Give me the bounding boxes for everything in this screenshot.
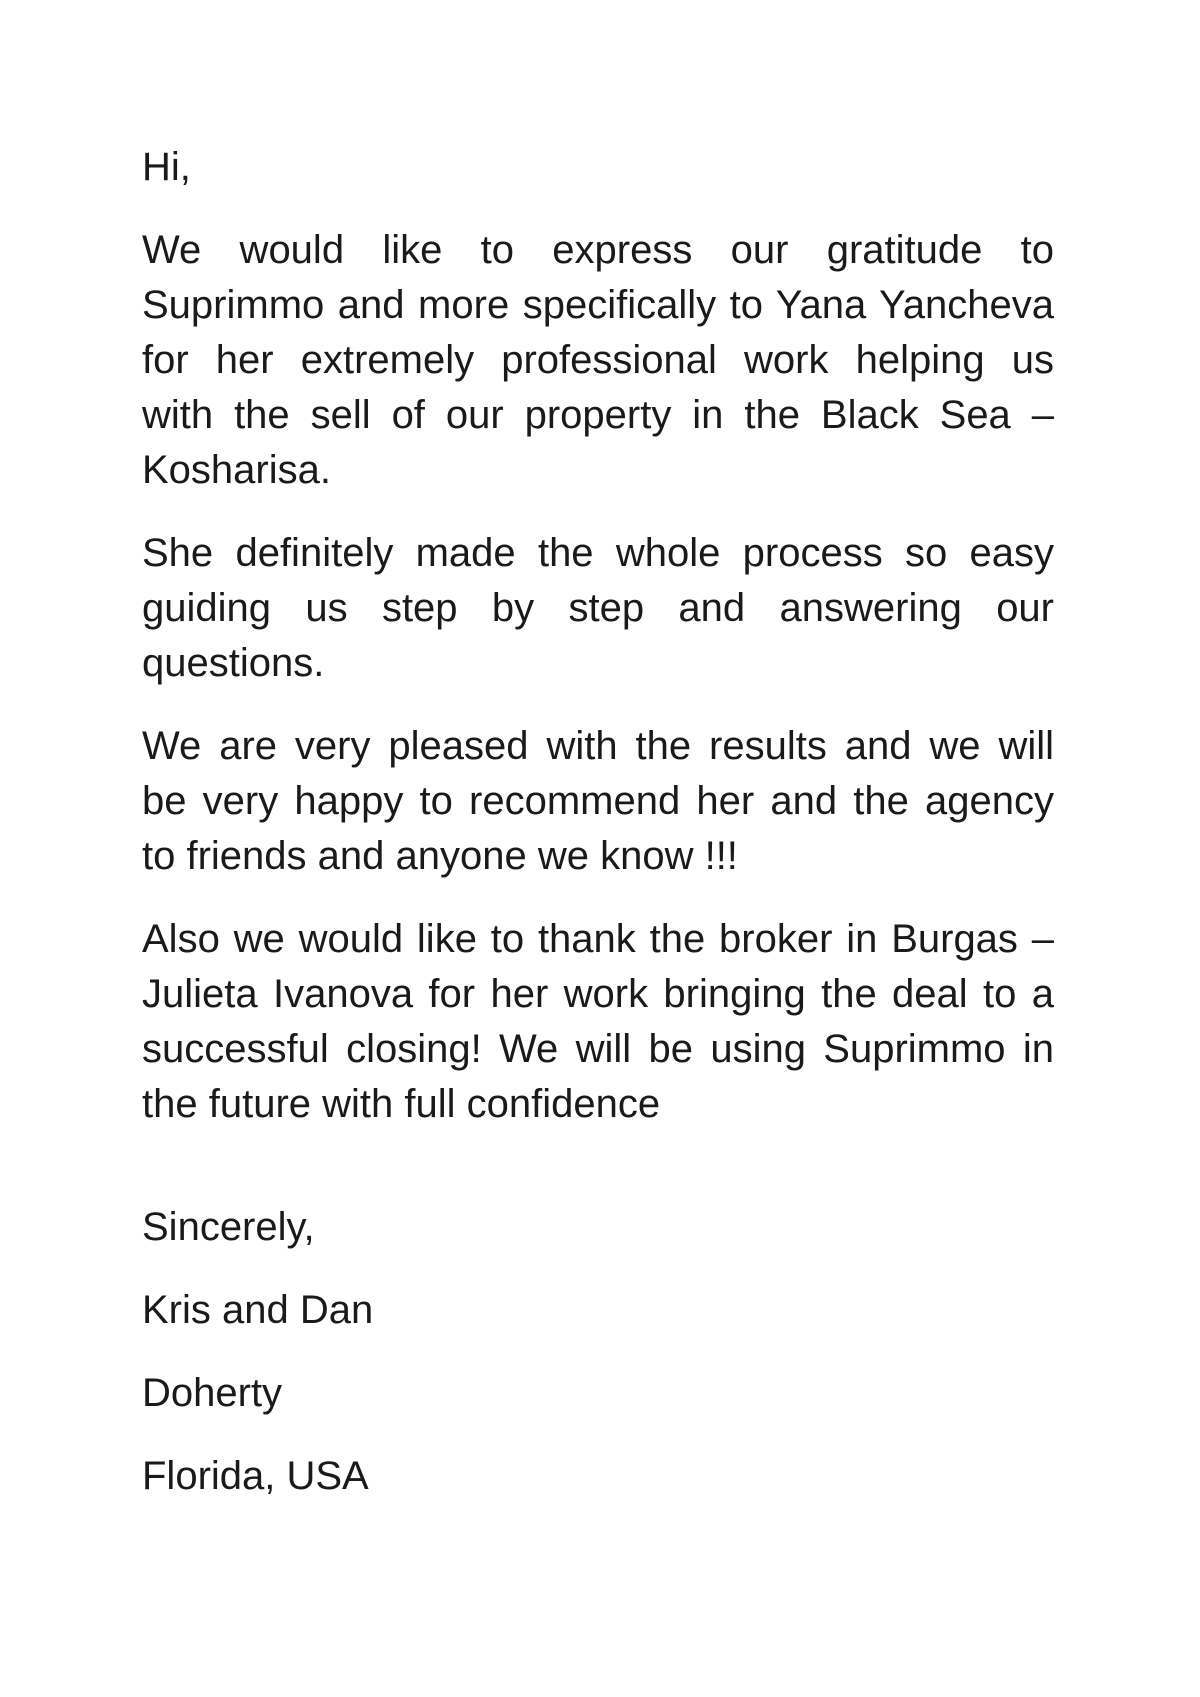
text-line: successful closing! We will be using Suprimmo in: [142, 1027, 1054, 1071]
text-line: with the sell of our property in the Black Sea –: [142, 393, 1054, 437]
text-line: She definitely made the whole process so easy: [142, 531, 1054, 575]
text-line: Kosharisa.: [142, 448, 331, 492]
text-line: questions.: [142, 641, 325, 685]
text-line: for her extremely professional work helping us: [142, 338, 1054, 382]
text-line: guiding us step by step and answering our: [142, 586, 1054, 630]
paragraph-gratitude: [142, 223, 1054, 498]
blank-line: [142, 1160, 1054, 1200]
text-line: the future with full confidence: [142, 1082, 661, 1126]
text-line: We would like to express our gratitude to: [142, 228, 1054, 272]
paragraph-broker-thanks: [142, 912, 1054, 1132]
signature-closing: Sincerely,: [142, 1205, 315, 1249]
text-line: Also we would like to thank the broker in Burgas –: [142, 917, 1054, 961]
text-line: Julieta Ivanova for her work bringing the deal to a: [142, 972, 1054, 1016]
greeting-text: Hi,: [142, 145, 191, 189]
signature-names: Kris and Dan: [142, 1288, 374, 1332]
text-line: Suprimmo and more specifically to Yana Yancheva: [142, 283, 1054, 327]
signature-location: Florida, USA: [142, 1454, 369, 1498]
paragraph-process: [142, 526, 1054, 691]
text-line: be very happy to recommend her and the agency: [142, 779, 1054, 823]
paragraph-results: [142, 719, 1054, 884]
greeting-line: [142, 140, 1054, 195]
text-line: to friends and anyone we know !!!: [142, 834, 738, 878]
signature-surname: Doherty: [142, 1371, 283, 1415]
text-line: We are very pleased with the results and we will: [142, 724, 1054, 768]
